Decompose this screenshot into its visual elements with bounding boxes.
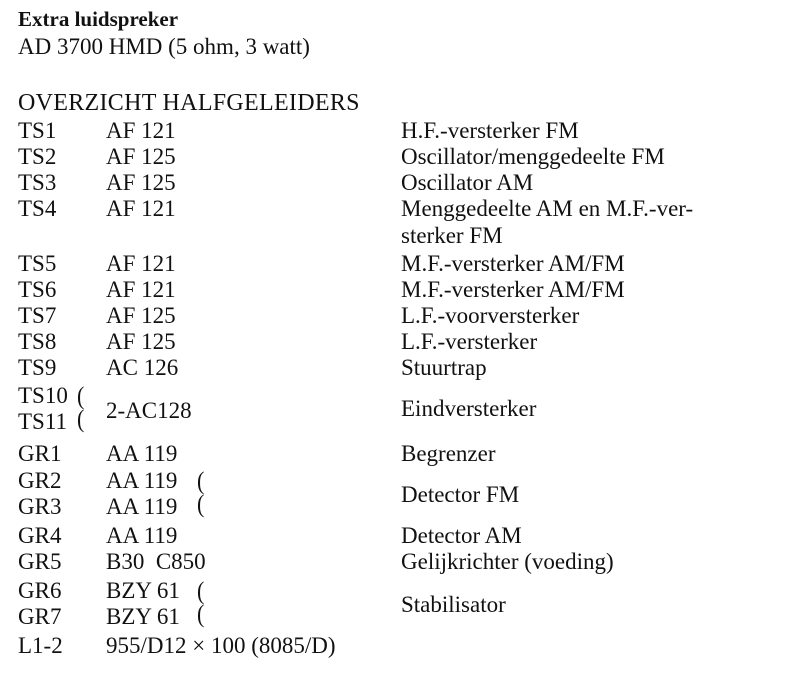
row-code: TS10 bbox=[18, 383, 68, 408]
row-function: L.F.-voorversterker bbox=[401, 303, 580, 328]
row-code-second: TS11 bbox=[18, 409, 67, 434]
row-function: M.F.-versterker AM/FM bbox=[401, 251, 625, 276]
row-code: GR2 bbox=[18, 468, 62, 493]
row-function: M.F.-versterker AM/FM bbox=[401, 277, 625, 302]
row-code: TS9 bbox=[18, 355, 57, 380]
row-code-second: GR3 bbox=[18, 494, 62, 519]
row-code: TS4 bbox=[18, 196, 57, 221]
row-code: TS6 bbox=[18, 277, 57, 302]
row-part-second: BZY 61 bbox=[106, 604, 180, 629]
brace-open: ( bbox=[197, 576, 205, 605]
row-part: BZY 61 bbox=[106, 578, 180, 603]
row-part: 955/D12 × 100 (8085/D) bbox=[106, 633, 336, 658]
row-part-second: AA 119 bbox=[106, 494, 178, 519]
row-code: GR1 bbox=[18, 441, 62, 466]
row-part: AF 125 bbox=[106, 303, 176, 328]
speaker-model: AD 3700 HMD (5 ohm, 3 watt) bbox=[18, 34, 310, 59]
row-code: TS8 bbox=[18, 329, 57, 354]
row-function: Eindversterker bbox=[401, 396, 537, 421]
row-part: AC 126 bbox=[106, 355, 179, 380]
brace-close: ( bbox=[197, 599, 205, 628]
row-part: AF 121 bbox=[106, 196, 176, 221]
row-code: GR6 bbox=[18, 578, 62, 603]
row-code: TS2 bbox=[18, 144, 57, 169]
brace-open: ( bbox=[197, 466, 205, 495]
row-function: Stuurtrap bbox=[401, 355, 487, 380]
row-function: Oscillator/menggedeelte FM bbox=[401, 144, 665, 169]
row-part: AF 121 bbox=[106, 277, 176, 302]
row-code: TS1 bbox=[18, 118, 57, 143]
row-code: L1-2 bbox=[18, 633, 63, 658]
row-part: AF 125 bbox=[106, 170, 176, 195]
row-function: Detector AM bbox=[401, 523, 522, 548]
row-code: TS5 bbox=[18, 251, 57, 276]
row-part: B30 C850 bbox=[106, 549, 206, 574]
row-code: TS3 bbox=[18, 170, 57, 195]
speaker-heading: Extra luidspreker bbox=[18, 7, 179, 31]
row-part: AF 121 bbox=[106, 118, 176, 143]
brace-close: ( bbox=[77, 404, 85, 433]
brace-open: ( bbox=[77, 381, 85, 410]
row-code: TS7 bbox=[18, 303, 57, 328]
row-code-second: GR7 bbox=[18, 604, 62, 629]
row-code: GR4 bbox=[18, 523, 62, 548]
brace-close: ( bbox=[197, 489, 205, 518]
row-function: Menggedeelte AM en M.F.-ver- bbox=[401, 196, 694, 221]
row-part: AA 119 bbox=[106, 523, 178, 548]
row-part: AF 125 bbox=[106, 329, 176, 354]
row-part: AF 121 bbox=[106, 251, 176, 276]
row-code: GR5 bbox=[18, 549, 62, 574]
row-function: Oscillator AM bbox=[401, 170, 534, 195]
row-function: Stabilisator bbox=[401, 592, 506, 617]
row-part: AA 119 bbox=[106, 441, 178, 466]
row-function: L.F.-versterker bbox=[401, 329, 538, 354]
row-function-continued: sterker FM bbox=[401, 223, 503, 248]
row-function: H.F.-versterker FM bbox=[401, 118, 579, 143]
row-function: Detector FM bbox=[401, 482, 520, 507]
row-function: Begrenzer bbox=[401, 441, 496, 466]
section-title: OVERZICHT HALFGELEIDERS bbox=[18, 90, 360, 116]
row-function: Gelijkrichter (voeding) bbox=[401, 549, 614, 574]
row-part: AA 119 bbox=[106, 468, 178, 493]
row-part: AF 125 bbox=[106, 144, 176, 169]
row-part: 2-AC128 bbox=[106, 398, 192, 423]
